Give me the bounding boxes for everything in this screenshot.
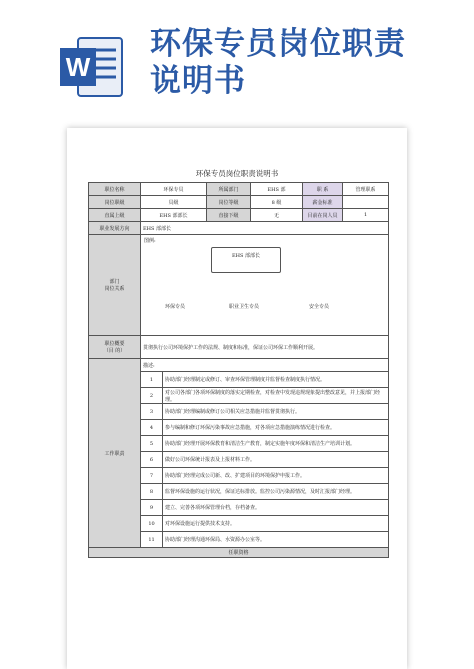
org-sub-1: 环保专员 — [165, 304, 186, 310]
label-cell: 职 系 — [303, 183, 343, 196]
label-cell: 职业发展方向 — [89, 222, 141, 235]
table-row — [89, 196, 389, 209]
overview-text: 贯彻执行公司环境保护工作的法规、制度和标准，保证公司环保工作顺利开展。 — [141, 336, 389, 359]
duty-number: 10 — [141, 516, 163, 532]
table-row — [89, 209, 389, 222]
qualifications-header: 任职资格 — [89, 548, 389, 558]
value-cell — [343, 196, 389, 209]
job-description-table — [88, 182, 389, 558]
duty-number: 7 — [141, 468, 163, 484]
value-cell: EHS 部部长 — [141, 222, 389, 235]
value-cell: EHS 部部长 — [141, 209, 207, 222]
label-cell: 直接下级 — [207, 209, 251, 222]
duty-text: 做好公司环保统计报表及上报材料工作。 — [163, 452, 389, 468]
duties-label: 工作职责 — [89, 359, 141, 548]
value-cell: 无 — [251, 209, 303, 222]
banner-title-line1: 环保专员岗位职责 — [150, 26, 406, 62]
duty-text: 协助部门经理沟通环保局、水资源办公室等。 — [163, 532, 389, 548]
duty-text: 协助部门经理编制或修订公司相关应急措施并监督贯彻执行。 — [163, 404, 389, 420]
duty-text: 参与编制和修订环保污染事故应急措施，对各项应急措施演练情况进行检查。 — [163, 420, 389, 436]
label-cell — [89, 235, 141, 336]
org-box-manager: EHS 部部长 — [211, 247, 281, 273]
duty-text: 协助部门经理制定或修订、审查环保管理制度并监督检查制度执行情况。 — [163, 372, 389, 388]
label-cell: 目前在岗人员 — [303, 209, 343, 222]
dept-label-b: 岗位关系 — [104, 286, 125, 292]
duty-text: 监督环保设施的运行状况，保证达标排放。监控公司污染源情况，及时汇报部门经理。 — [163, 484, 389, 500]
table-row — [89, 359, 389, 372]
duty-text: 协助部门经理完成公司新、改、扩建项目的环境保护申报工作。 — [163, 468, 389, 484]
value-cell: 员级 — [141, 196, 207, 209]
value-cell: 环保专员 — [141, 183, 207, 196]
duty-number: 11 — [141, 532, 163, 548]
duty-number: 3 — [141, 404, 163, 420]
label-cell: 职位名称 — [89, 183, 141, 196]
duty-text: 对环保设施运行提供技术支持。 — [163, 516, 389, 532]
svg-text:W: W — [65, 52, 91, 82]
banner-title-line2: 说明书 — [150, 63, 246, 99]
banner — [0, 0, 474, 118]
banner-title — [150, 26, 450, 100]
org-sub-2: 职业卫生专员 — [229, 304, 260, 310]
duty-number: 8 — [141, 484, 163, 500]
table-row — [89, 235, 389, 336]
org-diagram — [141, 235, 388, 335]
value-cell: EHS 部 — [251, 183, 303, 196]
table-row — [89, 222, 389, 235]
document-title: 环保专员岗位职责说明书 — [195, 169, 279, 178]
table-row — [89, 548, 389, 558]
org-diagram-cell — [141, 235, 389, 336]
duty-number: 5 — [141, 436, 163, 452]
table-row — [89, 336, 389, 359]
label-cell: 岗位等级 — [207, 196, 251, 209]
value-cell: 1 — [343, 209, 389, 222]
duty-number: 1 — [141, 372, 163, 388]
label-cell: 直属上级 — [89, 209, 141, 222]
org-sub-3: 安全专员 — [309, 304, 330, 310]
label-cell — [89, 336, 141, 359]
document-page — [67, 128, 407, 669]
duty-text: 建立、完善各项环保管理台档，存档备查。 — [163, 500, 389, 516]
duty-number: 9 — [141, 500, 163, 516]
value-cell: 8 级 — [251, 196, 303, 209]
label-cell: 岗位职级 — [89, 196, 141, 209]
duties-desc: 描述: — [141, 359, 389, 372]
overview-label-b: （目 的） — [103, 348, 126, 354]
label-cell: 所属部门 — [207, 183, 251, 196]
word-document-icon — [60, 34, 124, 100]
diagram-legend: 图例: — [144, 238, 156, 244]
duty-number: 2 — [141, 388, 163, 404]
overview-label-a: 职位概要 — [104, 341, 125, 347]
duty-number: 4 — [141, 420, 163, 436]
duty-text: 对公司各部门各项环保制度的落实定期检查，对检查中发现违规现象提出整改意见，并上报部门经理。 — [163, 388, 389, 404]
label-cell: 薪金标准 — [303, 196, 343, 209]
dept-label-a: 部门 — [109, 279, 120, 285]
table-row — [89, 183, 389, 196]
value-cell: 管理职系 — [343, 183, 389, 196]
duty-number: 6 — [141, 452, 163, 468]
duty-text: 协助部门经理开展环保教育和清洁生产教育，制定实施年度环保和清洁生产培训计划。 — [163, 436, 389, 452]
